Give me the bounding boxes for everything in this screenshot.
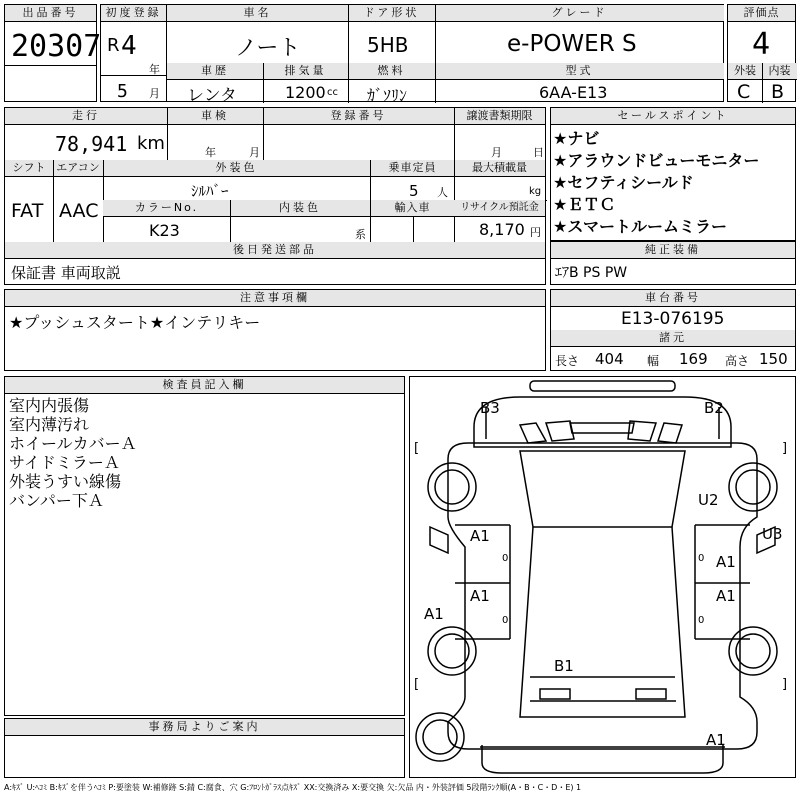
damage-mark-b2: B2 bbox=[704, 399, 724, 417]
inspector-list bbox=[9, 396, 137, 510]
import-label: 輸入車 bbox=[370, 200, 456, 217]
capacity-label: 乗車定員 bbox=[370, 160, 456, 177]
transfer-deadline-label: 譲渡書類期限 bbox=[454, 108, 545, 125]
vehicle-info-block bbox=[4, 107, 546, 285]
inspector-item: サイドミラーＡ bbox=[9, 453, 120, 472]
history-value: レンタ bbox=[187, 86, 237, 106]
inspector-box bbox=[4, 376, 405, 716]
car-diagram bbox=[409, 376, 796, 778]
chassis-label: 車台番号 bbox=[551, 290, 795, 307]
car-name-label: 車名 bbox=[167, 5, 349, 22]
capacity-unit: 人 bbox=[437, 186, 448, 199]
damage-mark-a1-left-side: A1 bbox=[424, 605, 444, 623]
office-box bbox=[4, 718, 405, 778]
era-value: R bbox=[107, 35, 120, 56]
max-load-unit: kg bbox=[529, 186, 542, 197]
sales-point-item: ★セフティシールド bbox=[553, 173, 694, 192]
damage-mark-b1: B1 bbox=[554, 657, 574, 675]
height-value: 150 bbox=[759, 350, 788, 368]
recycle-deposit-value: 8,170 bbox=[479, 220, 525, 239]
sales-points-list bbox=[553, 128, 759, 238]
model-label: 型式 bbox=[435, 63, 724, 80]
sales-points-box bbox=[550, 107, 796, 241]
bracket-right-bottom: ] bbox=[782, 677, 788, 692]
sales-point-item: ★ＥＴＣ bbox=[553, 195, 616, 214]
zero-mark: 0 bbox=[502, 615, 509, 626]
month-unit: 月 bbox=[149, 87, 160, 100]
chassis-box bbox=[550, 289, 796, 371]
capacity-value: 5 bbox=[409, 182, 419, 200]
interior-grade: B bbox=[771, 81, 785, 103]
damage-mark-a1-bottom: A1 bbox=[706, 731, 726, 749]
notes-value: ★プッシュスタート★インテリキー bbox=[9, 313, 261, 332]
damage-mark-a1-left-front-door: A1 bbox=[470, 527, 490, 545]
interior-color-unit: 系 bbox=[355, 228, 366, 241]
damage-mark-u2: U2 bbox=[698, 491, 719, 509]
height-label: 高さ bbox=[725, 354, 750, 368]
length-value: 404 bbox=[595, 350, 624, 368]
inspection-label: 車検 bbox=[167, 108, 264, 125]
legend-text: A:ｷｽﾞ U:ﾍｺﾐ B:ｷｽﾞを伴うﾍｺﾐ P:要塗装 W:補修跡 S:錆 C:腐食、穴 G:ﾌﾛﾝﾄｶﾞﾗｽ点ｷｽﾞ XX:交換済み X:要交換 欠:欠品 内・外装評価 5段階ﾗﾝｸ順(A・B・C・D・E) 1 bbox=[4, 783, 582, 792]
car-outline-svg bbox=[410, 377, 795, 777]
recycle-deposit-unit: 円 bbox=[530, 226, 541, 239]
displacement-value: 1200 bbox=[285, 83, 326, 102]
equipment-value: ｴｱB PS PW bbox=[555, 265, 628, 281]
width-label: 幅 bbox=[647, 354, 660, 368]
score-value: 4 bbox=[752, 27, 771, 62]
sales-points-label: セールスポイント bbox=[551, 108, 795, 125]
door-type-label: ドア形状 bbox=[348, 5, 436, 22]
fuel-label: 燃料 bbox=[348, 63, 436, 80]
registration-number-label: 登録番号 bbox=[263, 108, 455, 125]
registration-month: 5 bbox=[117, 81, 128, 102]
inspector-item: バンパー下Ａ bbox=[9, 491, 104, 510]
equipment-label: 純正装備 bbox=[551, 242, 795, 259]
damage-mark-u3: U3 bbox=[762, 525, 783, 543]
registration-year: 4 bbox=[121, 31, 137, 61]
bracket-left-bottom: [ bbox=[414, 677, 420, 692]
office-label: 事務局よりご案内 bbox=[5, 719, 404, 736]
zero-mark: 0 bbox=[698, 553, 705, 564]
score-label: 評価点 bbox=[728, 5, 795, 22]
length-label: 長さ bbox=[555, 354, 580, 368]
exterior-label: 外装 bbox=[728, 63, 763, 80]
bracket-right-top: ] bbox=[782, 441, 788, 456]
damage-mark-a1-left-rear-door: A1 bbox=[470, 587, 490, 605]
fuel-value: ｶﾞｿﾘﾝ bbox=[367, 86, 408, 105]
inspector-item: 室内薄汚れ bbox=[9, 415, 90, 434]
shift-label: シフト bbox=[5, 160, 54, 177]
car-name-value: ノート bbox=[235, 36, 301, 61]
door-type-value: 5HB bbox=[367, 33, 409, 57]
bracket-left-top: [ bbox=[414, 441, 420, 456]
history-label: 車歴 bbox=[167, 63, 264, 80]
model-value: 6AA-E13 bbox=[539, 83, 608, 102]
inspector-label: 検査員記入欄 bbox=[5, 377, 404, 394]
mileage-value: 78,941 bbox=[55, 132, 128, 156]
displacement-unit: cc bbox=[327, 87, 338, 98]
lot-number-value: 20307 bbox=[11, 29, 102, 64]
top-right-area bbox=[166, 4, 724, 106]
notes-box bbox=[4, 289, 546, 371]
inspection-month-unit: 月 bbox=[249, 146, 260, 159]
dimensions-label: 諸元 bbox=[551, 330, 795, 347]
inspector-item: ホイールカバーＡ bbox=[9, 434, 137, 453]
inspection-year-unit: 年 bbox=[205, 146, 216, 159]
exterior-color-value: ｼﾙﾊﾞｰ bbox=[191, 182, 229, 200]
inspector-item: 外装うすい線傷 bbox=[9, 472, 122, 491]
notes-label: 注意事項欄 bbox=[5, 290, 545, 307]
lot-number-label: 出品番号 bbox=[5, 5, 96, 22]
zero-mark: 0 bbox=[698, 615, 705, 626]
grade-value: e-POWER S bbox=[507, 31, 637, 57]
width-value: 169 bbox=[679, 350, 708, 368]
aircon-value: AAC bbox=[59, 200, 99, 222]
damage-mark-a1-right-front-door: A1 bbox=[716, 553, 736, 571]
sales-point-item: ★アラウンドビューモニター bbox=[553, 151, 760, 170]
score-box bbox=[727, 4, 796, 102]
interior-label: 内装 bbox=[762, 63, 797, 80]
color-number-label: カラーNo. bbox=[103, 200, 231, 217]
transfer-month-unit: 月 bbox=[491, 146, 502, 159]
lot-number-box bbox=[4, 4, 102, 102]
exterior-color-label: 外装色 bbox=[103, 160, 371, 177]
chassis-value: E13-076195 bbox=[621, 309, 725, 329]
damage-mark-b3: B3 bbox=[480, 399, 500, 417]
max-load-label: 最大積載量 bbox=[454, 160, 545, 177]
later-shipping-value: 保証書 車両取説 bbox=[11, 264, 121, 282]
year-unit: 年 bbox=[149, 63, 160, 76]
exterior-grade: C bbox=[737, 81, 751, 103]
inspector-item: 室内内張傷 bbox=[9, 396, 90, 415]
damage-mark-a1-right-rear-door: A1 bbox=[716, 587, 736, 605]
zero-mark: 0 bbox=[502, 553, 509, 564]
sales-point-item: ★ナビ bbox=[553, 129, 600, 148]
shift-value: FAT bbox=[11, 200, 44, 222]
interior-color-label: 内装色 bbox=[230, 200, 371, 217]
color-number-value: K23 bbox=[149, 221, 180, 240]
first-registration-label: 初度登録 bbox=[101, 5, 166, 22]
transfer-day-unit: 日 bbox=[533, 146, 544, 159]
first-registration-box bbox=[100, 4, 167, 102]
equipment-box bbox=[550, 241, 796, 285]
mileage-unit: km bbox=[137, 133, 165, 154]
sales-point-item: ★スマートルームミラー bbox=[553, 217, 728, 236]
later-shipping-label: 後日発送部品 bbox=[5, 242, 545, 259]
aircon-label: エアコン bbox=[53, 160, 104, 177]
recycle-deposit-label: リサイクル預託金 bbox=[454, 200, 545, 217]
displacement-label: 排気量 bbox=[263, 63, 349, 80]
mileage-label: 走行 bbox=[5, 108, 168, 125]
grade-label: グレード bbox=[435, 5, 724, 22]
